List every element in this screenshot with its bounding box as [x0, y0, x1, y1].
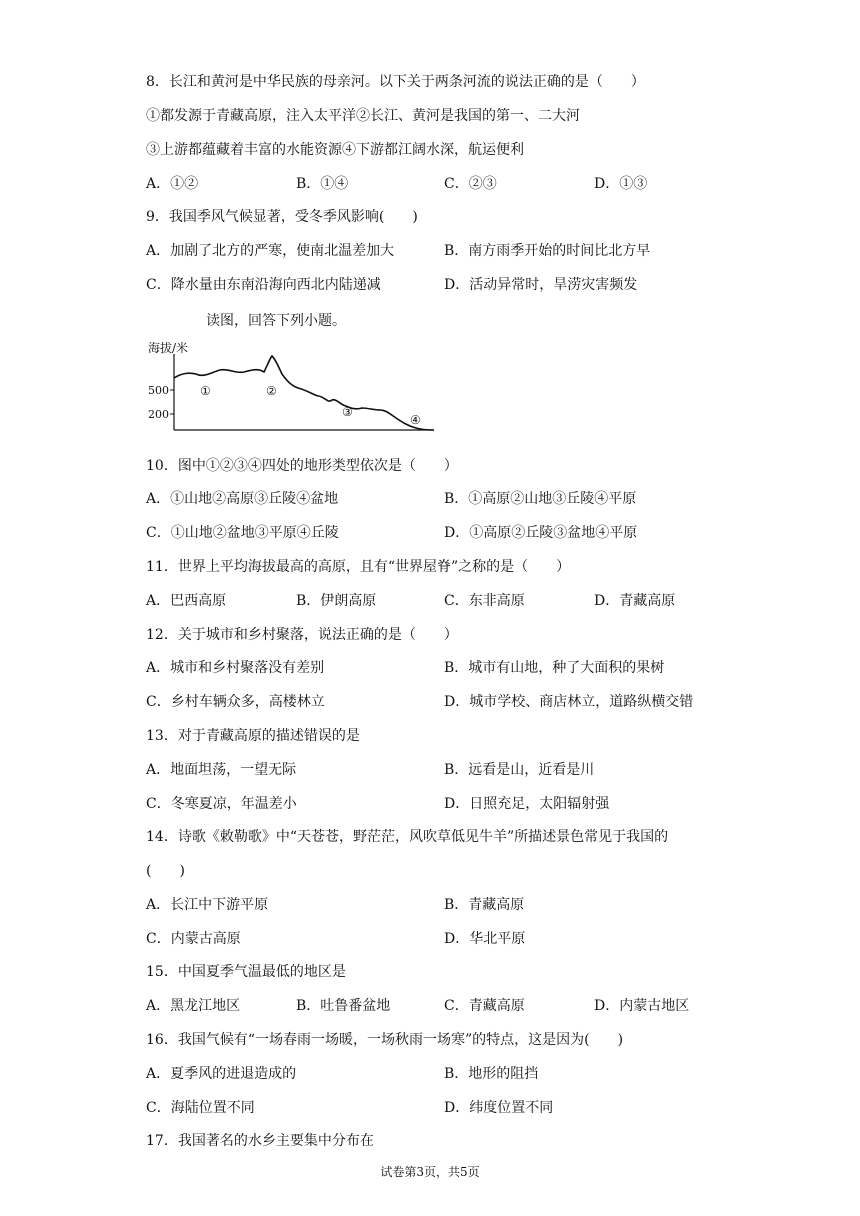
q10-option-a[interactable]: A．①山地②高原③丘陵④盆地: [146, 491, 339, 507]
q12-option-d[interactable]: D．城市学校、商店林立，道路纵横交错: [444, 694, 694, 710]
q10-stem: 10．图中①②③④四处的地形类型依次是（ ）: [146, 458, 458, 474]
q16-option-d[interactable]: D．纬度位置不同: [444, 1100, 554, 1116]
q10-option-d[interactable]: D．①高原②丘陵③盆地④平原: [444, 525, 638, 541]
q11-option-d[interactable]: D．青藏高原: [594, 593, 676, 609]
q14-option-b[interactable]: B．青藏高原: [444, 897, 525, 913]
marker-3: ③: [342, 405, 353, 419]
q9-option-d[interactable]: D．活动异常时，旱涝灾害频发: [444, 277, 638, 293]
figure-intro: 读图，回答下列小题。: [206, 313, 346, 329]
q9-option-a[interactable]: A．加剧了北方的严寒，使南北温差加大: [146, 243, 395, 259]
q8-option-d[interactable]: D．①③: [594, 176, 648, 192]
page-footer: 试卷第3页，共5页: [380, 1165, 480, 1179]
q15-option-b[interactable]: B．吐鲁番盆地: [296, 998, 391, 1014]
q12-option-c[interactable]: C．乡村车辆众多，高楼林立: [146, 694, 325, 710]
figure-ylabel: 海拔/米: [148, 341, 189, 355]
q14-option-a[interactable]: A．长江中下游平原: [146, 897, 269, 913]
q16-option-b[interactable]: B．地形的阻挡: [444, 1066, 539, 1082]
q12-option-a[interactable]: A．城市和乡村聚落没有差别: [146, 660, 325, 676]
q14-answer-blank: ( ): [146, 863, 185, 879]
q13-option-c[interactable]: C．冬寒夏凉，年温差小: [146, 796, 297, 812]
q15-option-c[interactable]: C．青藏高原: [444, 998, 525, 1014]
marker-1: ①: [200, 384, 211, 398]
tick-label-200: 200: [148, 408, 169, 421]
q11-stem: 11．世界上平均海拔最高的高原，且有“世界屋脊”之称的是（ ）: [146, 559, 571, 575]
tick-label-500: 500: [148, 384, 169, 397]
q8-statements-1: ①都发源于青藏高原，注入太平洋②长江、黄河是我国的第一、二大河: [146, 108, 580, 124]
q16-option-a[interactable]: A．夏季风的进退造成的: [146, 1066, 297, 1082]
q13-option-d[interactable]: D．日照充足，太阳辐射强: [444, 796, 610, 812]
q13-option-b[interactable]: B．远看是山，近看是川: [444, 762, 595, 778]
q8-option-b[interactable]: B．①④: [296, 176, 349, 192]
q15-option-a[interactable]: A．黑龙江地区: [146, 998, 241, 1014]
terrain-profile-line: [174, 356, 434, 430]
terrain-profile-figure: [146, 338, 438, 442]
q9-option-b[interactable]: B．南方雨季开始的时间比北方早: [444, 243, 651, 259]
q8-statements-2: ③上游都蕴藏着丰富的水能资源④下游都江阔水深，航运便利: [146, 142, 524, 158]
q12-option-b[interactable]: B．城市有山地，种了大面积的果树: [444, 660, 665, 676]
q13-option-a[interactable]: A．地面坦荡，一望无际: [146, 762, 297, 778]
q14-option-c[interactable]: C．内蒙古高原: [146, 931, 241, 947]
q11-option-b[interactable]: B．伊朗高原: [296, 593, 377, 609]
q9-stem: 9．我国季风气候显著，受冬季风影响( ): [146, 209, 418, 225]
q10-option-c[interactable]: C．①山地②盆地③平原④丘陵: [146, 525, 339, 541]
q14-option-d[interactable]: D．华北平原: [444, 931, 526, 947]
q16-option-c[interactable]: C．海陆位置不同: [146, 1100, 255, 1116]
q11-option-c[interactable]: C．东非高原: [444, 593, 525, 609]
q8-option-a[interactable]: A．①②: [146, 176, 199, 192]
q11-option-a[interactable]: A．巴西高原: [146, 593, 227, 609]
q8-stem: 8．长江和黄河是中华民族的母亲河。以下关于两条河流的说法正确的是（ ）: [146, 74, 645, 90]
q10-option-b[interactable]: B．①高原②山地③丘陵④平原: [444, 491, 637, 507]
q8-option-c[interactable]: C．②③: [444, 176, 497, 192]
q13-stem: 13．对于青藏高原的描述错误的是: [146, 728, 360, 744]
q9-option-c[interactable]: C．降水量由东南沿海向西北内陆递减: [146, 277, 381, 293]
q14-stem: 14．诗歌《敕勒歌》中“天苍苍，野茫茫，风吹草低见牛羊”所描述景色常见于我国的: [146, 829, 669, 845]
q15-stem: 15．中国夏季气温最低的地区是: [146, 964, 346, 980]
q17-stem: 17．我国著名的水乡主要集中分布在: [146, 1133, 374, 1149]
q16-stem: 16．我国气候有“一场春雨一场暖，一场秋雨一场寒”的特点，这是因为( ): [146, 1032, 624, 1048]
q15-option-d[interactable]: D．内蒙古地区: [594, 998, 690, 1014]
marker-4: ④: [410, 413, 421, 427]
marker-2: ②: [266, 384, 277, 398]
q12-stem: 12．关于城市和乡村聚落，说法正确的是（ ）: [146, 627, 458, 643]
